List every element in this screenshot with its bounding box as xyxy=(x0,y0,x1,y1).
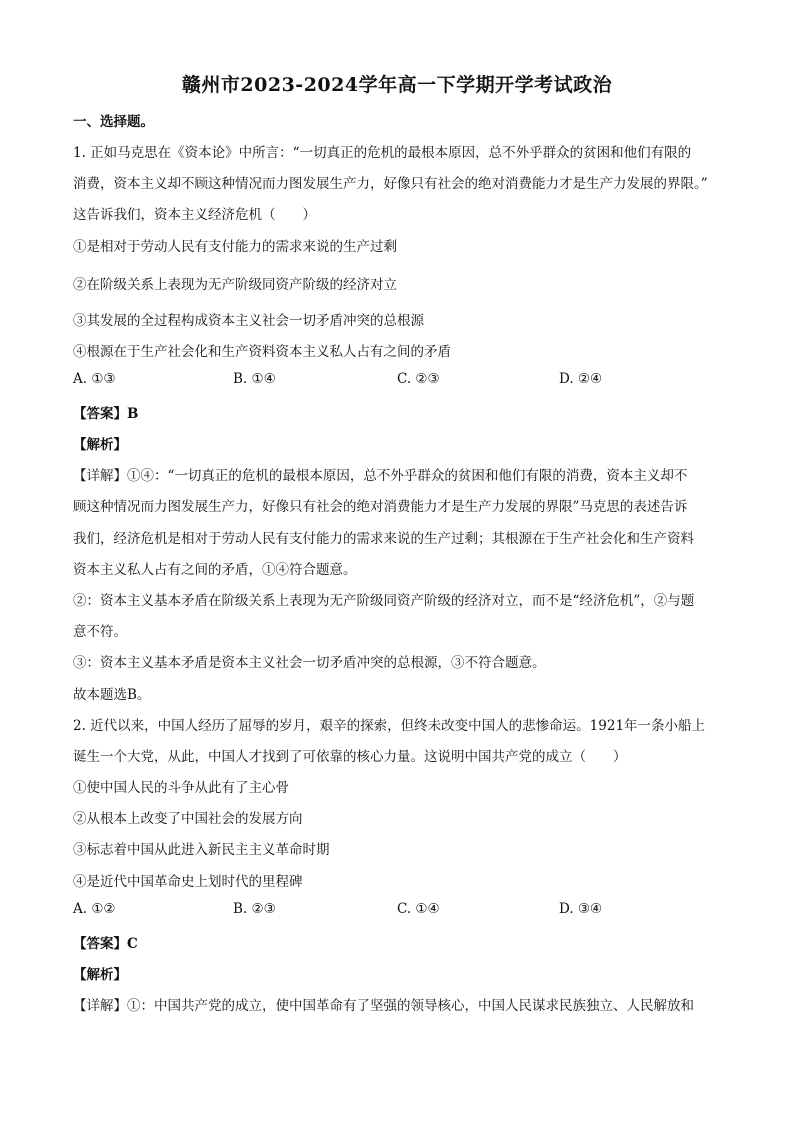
q2-answer: 【答案】C xyxy=(73,936,138,952)
q1-stem-line: 这告诉我们，资本主义经济危机（ ） xyxy=(73,207,316,223)
q1-explanation-line: 顾这种情况而力图发展生产力，好像只有社会的绝对消费能力才是生产力发展的界限”马克思的表述告诉 xyxy=(73,499,688,515)
q1-analysis-label: 【解析】 xyxy=(73,437,127,453)
q1-statement: ①是相对于劳动人民有支付能力的需求来说的生产过剩 xyxy=(73,239,397,255)
q1-explanation-line: 我们，经济危机是相对于劳动人民有支付能力的需求来说的生产过剩；其根源在于生产社会化和生产资料 xyxy=(73,531,694,547)
q2-statement: ③标志着中国从此进入新民主主义革命时期 xyxy=(73,842,330,858)
q1-option-d: D. ②④ xyxy=(559,371,603,387)
q2-stem-line: 诞生一个大党，从此，中国人才找到了可依靠的核心力量。这说明中国共产党的成立（ ） xyxy=(73,749,627,765)
q2-option-d: D. ③④ xyxy=(559,901,603,917)
q1-option-c: C. ②③ xyxy=(397,371,440,387)
q2-option-c: C. ①④ xyxy=(397,901,440,917)
q1-explanation-line: 资本主义私人占有之间的矛盾，①④符合题意。 xyxy=(73,562,357,578)
q1-statement: ④根源在于生产社会化和生产资料资本主义私人占有之间的矛盾 xyxy=(73,344,451,360)
q1-statement: ②在阶级关系上表现为无产阶级同资产阶级的经济对立 xyxy=(73,277,397,293)
q1-option-b: B. ①④ xyxy=(233,371,276,387)
q1-statement: ③其发展的全过程构成资本主义社会一切矛盾冲突的总根源 xyxy=(73,313,424,329)
q1-stem-line: 1. 正如马克思在《资本论》中所言：“一切真正的危机的最根本原因，总不外乎群众的贫困和他们有限的 xyxy=(73,145,692,161)
q2-explanation-line: 【详解】①：中国共产党的成立，使中国革命有了坚强的领导核心，中国人民谋求民族独立、人民解放和 xyxy=(73,998,694,1014)
q2-statement: ④是近代中国革命史上划时代的里程碑 xyxy=(73,874,303,890)
q2-stem-line: 2. 近代以来，中国人经历了屈辱的岁月，艰辛的探索，但终未改变中国人的悲惨命运。1921年一条小船上 xyxy=(73,718,706,734)
section-heading: 一、选择题。 xyxy=(73,114,154,130)
q1-answer: 【答案】B xyxy=(73,406,139,422)
q2-option-b: B. ②③ xyxy=(233,901,276,917)
q1-explanation-line: ③：资本主义基本矛盾是资本主义社会一切矛盾冲突的总根源，③不符合题意。 xyxy=(73,655,546,671)
page-title: 赣州市2023-2024学年高一下学期开学考试政治 xyxy=(181,74,613,96)
q2-statement: ①使中国人民的斗争从此有了主心骨 xyxy=(73,780,289,796)
q2-option-a: A. ①② xyxy=(73,901,116,917)
q1-explanation-line: ②：资本主义基本矛盾在阶级关系上表现为无产阶级同资产阶级的经济对立，而不是“经济危机”，②与题 xyxy=(73,593,695,609)
q1-stem-line: 消费，资本主义却不顾这种情况而力图发展生产力，好像只有社会的绝对消费能力才是生产力发展的界限。” xyxy=(73,176,708,192)
q1-explanation-line: 【详解】①④：“一切真正的危机的最根本原因，总不外乎群众的贫困和他们有限的消费，资本主义却不 xyxy=(73,468,688,484)
q1-explanation-line: 意不符。 xyxy=(73,624,127,640)
q2-analysis-label: 【解析】 xyxy=(73,967,127,983)
q1-explanation-line: 故本题选B。 xyxy=(73,687,151,703)
q2-statement: ②从根本上改变了中国社会的发展方向 xyxy=(73,811,303,827)
q1-option-a: A. ①③ xyxy=(73,371,116,387)
